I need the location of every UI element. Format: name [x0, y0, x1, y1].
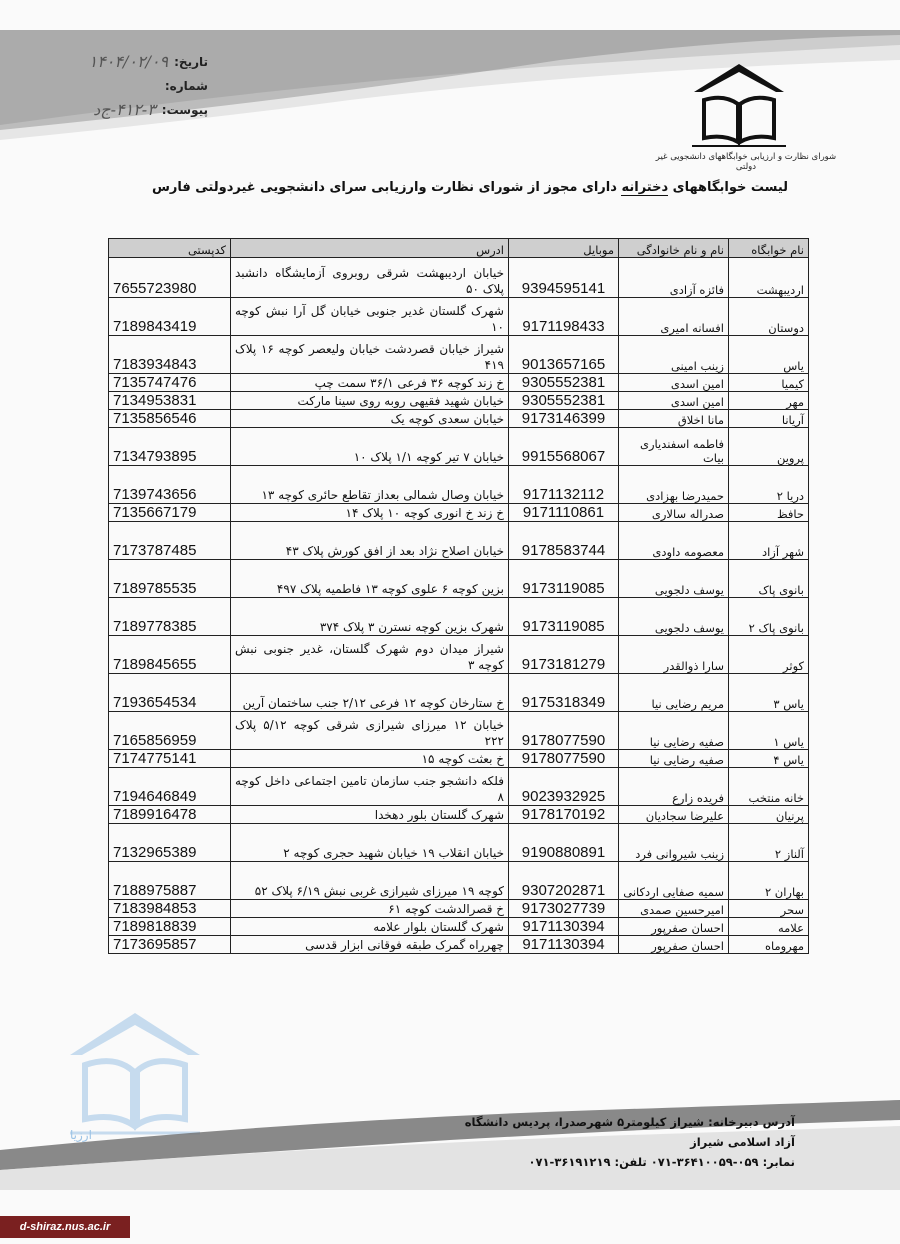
cell-dorm-name: یاس ۱: [729, 712, 809, 750]
cell-dorm-name: یاس ۴: [729, 750, 809, 768]
col-header-name: نام خوابگاه: [729, 239, 809, 258]
cell-dorm-name: مهروماه: [729, 936, 809, 954]
cell-address: خیابان انقلاب ۱۹ خیابان شهید حجری کوچه ۲: [231, 824, 509, 862]
attachment-value: ۴۱۲-۳-ج‌د: [93, 100, 156, 119]
cell-mobile: 9305552381: [509, 374, 619, 392]
cell-mobile: 9915568067: [509, 428, 619, 466]
cell-owner: مریم رضایی نیا: [619, 674, 729, 712]
number-row: [28, 74, 208, 98]
cell-postal: 7135856546: [109, 410, 231, 428]
cell-address: خیابان اصلاح نژاد بعد از افق کورش پلاک ۴۳: [231, 522, 509, 560]
cell-owner: صفیه رضایی نیا: [619, 712, 729, 750]
table-row: [109, 560, 809, 598]
cell-postal: 7174775141: [109, 750, 231, 768]
cell-owner: فائزه آزادی: [619, 258, 729, 298]
cell-postal: 7132965389: [109, 824, 231, 862]
col-header-mobile: موبایل: [509, 239, 619, 258]
cell-owner: زینب شیروانی فرد: [619, 824, 729, 862]
site-badge[interactable]: d-shiraz.nus.ac.ir: [0, 1216, 130, 1238]
cell-dorm-name: آلناز ۲: [729, 824, 809, 862]
table-row: [109, 806, 809, 824]
footer-address: آدرس دبیرخانه: شیراز کیلومتر۵ شهرصدرا، پردیس دانشگاه آزاد اسلامی شیراز: [464, 1115, 795, 1149]
cell-dorm-name: علامه: [729, 918, 809, 936]
date-value: ۱۴۰۴/۰۲/۰۹: [88, 52, 169, 71]
table-row: [109, 428, 809, 466]
cell-mobile: 9173119085: [509, 560, 619, 598]
table-row: [109, 336, 809, 374]
cell-dorm-name: شهر آزاد: [729, 522, 809, 560]
date-label: تاریخ:: [174, 55, 208, 69]
date-row: [28, 50, 208, 74]
footer-phone: نمابر: ۰۵۹-۳۶۴۱۰۰۵۹-۰۷۱ تلفن: ۳۶۱۹۱۲۱۹-۰۷۱: [528, 1155, 795, 1169]
title-emphasis: دخترانه: [621, 180, 669, 195]
cell-owner: امیرحسین صمدی: [619, 900, 729, 918]
cell-mobile: 9175318349: [509, 674, 619, 712]
document-title: [140, 180, 800, 195]
cell-address: فلکه دانشجو جنب سازمان تامین اجتماعی داخل کوچه ۸: [231, 768, 509, 806]
cell-address: خیابان ۱۲ میرزای شیرازی شرقی کوچه ۵/۱۲ پلاک ۲۲۲: [231, 712, 509, 750]
cell-owner: یوسف دلجویی: [619, 598, 729, 636]
cell-owner: افسانه امیری: [619, 298, 729, 336]
table-row: [109, 598, 809, 636]
cell-mobile: 9307202871: [509, 862, 619, 900]
table-row: [109, 936, 809, 954]
table-row: [109, 824, 809, 862]
cell-address: شهرک بزین کوچه نسترن ۳ پلاک ۳۷۴: [231, 598, 509, 636]
letter-meta: [28, 50, 208, 122]
cell-postal: 7139743656: [109, 466, 231, 504]
table-row: [109, 258, 809, 298]
cell-mobile: 9171132112: [509, 466, 619, 504]
cell-mobile: 9171130394: [509, 936, 619, 954]
cell-postal: 7183984853: [109, 900, 231, 918]
table-row: [109, 712, 809, 750]
cell-postal: 7134793895: [109, 428, 231, 466]
cell-dorm-name: کیمیا: [729, 374, 809, 392]
table-row: [109, 298, 809, 336]
watermark-text: ارزیا: [70, 1128, 92, 1142]
table-row: [109, 522, 809, 560]
cell-mobile: 9178077590: [509, 712, 619, 750]
cell-owner: امین اسدی: [619, 374, 729, 392]
cell-address: بزین کوچه ۶ علوی کوچه ۱۳ فاطمیه پلاک ۴۹۷: [231, 560, 509, 598]
table-row: [109, 466, 809, 504]
table-row: [109, 636, 809, 674]
cell-owner: معصومه داودی: [619, 522, 729, 560]
cell-postal: 7188975887: [109, 862, 231, 900]
cell-owner: علیرضا سجادیان: [619, 806, 729, 824]
cell-postal: 7173695857: [109, 936, 231, 954]
cell-postal: 7189818839: [109, 918, 231, 936]
cell-address: خ قصرالدشت کوچه ۶۱: [231, 900, 509, 918]
cell-mobile: 9171110861: [509, 504, 619, 522]
title-prefix: لیست خوابگاههای: [672, 180, 789, 195]
cell-mobile: 9394595141: [509, 258, 619, 298]
cell-address: خ بعثت کوچه ۱۵: [231, 750, 509, 768]
cell-address: چهرراه گمرک طبقه فوقانی ابزار قدسی: [231, 936, 509, 954]
cell-dorm-name: اردیبهشت: [729, 258, 809, 298]
cell-mobile: 9190880891: [509, 824, 619, 862]
cell-mobile: 9173119085: [509, 598, 619, 636]
cell-owner: مانا اخلاق: [619, 410, 729, 428]
cell-postal: 7173787485: [109, 522, 231, 560]
table-row: [109, 504, 809, 522]
table-row: [109, 750, 809, 768]
cell-address: خ زند کوچه ۳۶ فرعی ۳۶/۱ سمت چپ: [231, 374, 509, 392]
cell-dorm-name: دوستان: [729, 298, 809, 336]
cell-owner: احسان صفرپور: [619, 936, 729, 954]
cell-address: خیابان ۷ تیر کوچه ۱/۱ پلاک ۱۰: [231, 428, 509, 466]
cell-mobile: 9305552381: [509, 392, 619, 410]
cell-owner: یوسف دلجویی: [619, 560, 729, 598]
cell-owner: احسان صفرپور: [619, 918, 729, 936]
col-header-address: ادرس: [231, 239, 509, 258]
col-header-postal: کدپستی: [109, 239, 231, 258]
cell-postal: 7135667179: [109, 504, 231, 522]
cell-postal: 7189845655: [109, 636, 231, 674]
attachment-row: [28, 98, 208, 122]
table-row: [109, 674, 809, 712]
cell-mobile: 9171130394: [509, 918, 619, 936]
cell-postal: 7189785535: [109, 560, 231, 598]
cell-postal: 7165856959: [109, 712, 231, 750]
cell-owner: سمیه صفایی اردکانی: [619, 862, 729, 900]
cell-owner: صدراله سالاری: [619, 504, 729, 522]
number-label: شماره:: [164, 79, 208, 93]
table-body: [109, 258, 809, 954]
cell-address: شهرک گلستان بلوار علامه: [231, 918, 509, 936]
table-row: [109, 900, 809, 918]
cell-address: شیراز خیابان قصردشت خیابان ولیعصر کوچه ۱۶ پلاک ۴۱۹: [231, 336, 509, 374]
cell-dorm-name: خانه منتخب: [729, 768, 809, 806]
cell-mobile: 9013657165: [509, 336, 619, 374]
cell-owner: فاطمه اسفندیاری بیات: [619, 428, 729, 466]
cell-dorm-name: حافظ: [729, 504, 809, 522]
cell-mobile: 9171198433: [509, 298, 619, 336]
cell-dorm-name: سحر: [729, 900, 809, 918]
attachment-label: پیوست:: [161, 103, 208, 117]
cell-mobile: 9178583744: [509, 522, 619, 560]
cell-owner: فریده زارع: [619, 768, 729, 806]
cell-mobile: 9173146399: [509, 410, 619, 428]
table-header-row: [109, 239, 809, 258]
cell-postal: 7135747476: [109, 374, 231, 392]
cell-postal: 7134953831: [109, 392, 231, 410]
cell-mobile: 9178170192: [509, 806, 619, 824]
cell-dorm-name: بانوی پاک ۲: [729, 598, 809, 636]
cell-address: خیابان اردیبهشت شرقی روبروی آزمایشگاه دانشبد پلاک ۵۰: [231, 258, 509, 298]
logo-caption: شورای نظارت و ارزیابی خوابگاههای دانشجویی غیر دولتی: [655, 152, 837, 172]
table-row: [109, 768, 809, 806]
cell-address: شهرک گلستان غدیر جنوبی خیابان گل آرا نبش کوچه ۱۰: [231, 298, 509, 336]
cell-dorm-name: پروین: [729, 428, 809, 466]
title-suffix: دارای مجوز از شورای نظارت وارزیابی سرای دانشجویی غیردولتی فارس: [151, 180, 617, 195]
cell-mobile: 9173181279: [509, 636, 619, 674]
dormitory-table: [108, 238, 809, 954]
cell-dorm-name: یاس: [729, 336, 809, 374]
cell-address: شیراز میدان دوم شهرک گلستان، غدیر جنوبی نبش کوچه ۳: [231, 636, 509, 674]
cell-dorm-name: بهاران ۲: [729, 862, 809, 900]
cell-address: خ ستارخان کوچه ۱۲ فرعی ۲/۱۲ جنب ساختمان آرین: [231, 674, 509, 712]
cell-postal: 7183934843: [109, 336, 231, 374]
table-row: [109, 410, 809, 428]
council-logo-icon: [684, 60, 794, 150]
cell-address: خیابان سعدی کوچه یک: [231, 410, 509, 428]
cell-mobile: 9178077590: [509, 750, 619, 768]
cell-address: کوچه ۱۹ میرزای شیرازی غربی نبش ۶/۱۹ پلاک ۵۲: [231, 862, 509, 900]
cell-dorm-name: یاس ۳: [729, 674, 809, 712]
cell-mobile: 9173027739: [509, 900, 619, 918]
cell-mobile: 9023932925: [509, 768, 619, 806]
cell-postal: 7194646849: [109, 768, 231, 806]
table-row: [109, 918, 809, 936]
cell-dorm-name: بانوی پاک: [729, 560, 809, 598]
cell-address: خ زند خ انوری کوچه ۱۰ پلاک ۱۴: [231, 504, 509, 522]
cell-dorm-name: آریانا: [729, 410, 809, 428]
cell-address: شهرک گلستان بلور دهخدا: [231, 806, 509, 824]
cell-postal: 7189916478: [109, 806, 231, 824]
cell-address: خیابان شهید فقیهی روبه روی سینا مارکت: [231, 392, 509, 410]
table-row: [109, 374, 809, 392]
cell-dorm-name: پرنیان: [729, 806, 809, 824]
cell-owner: حمیدرضا بهزادی: [619, 466, 729, 504]
cell-postal: 7189778385: [109, 598, 231, 636]
cell-address: خیابان وصال شمالی بعداز تقاطع حائری کوچه ۱۳: [231, 466, 509, 504]
table-row: [109, 862, 809, 900]
cell-owner: زینب امینی: [619, 336, 729, 374]
cell-postal: 7193654534: [109, 674, 231, 712]
cell-postal: 7655723980: [109, 258, 231, 298]
footer-contact: [455, 1112, 795, 1172]
cell-owner: امین اسدی: [619, 392, 729, 410]
cell-owner: سارا ذوالقدر: [619, 636, 729, 674]
cell-owner: صفیه رضایی نیا: [619, 750, 729, 768]
col-header-owner: نام و نام خانوادگی: [619, 239, 729, 258]
cell-dorm-name: دریا ۲: [729, 466, 809, 504]
cell-dorm-name: مهر: [729, 392, 809, 410]
table-row: [109, 392, 809, 410]
cell-dorm-name: کوثر: [729, 636, 809, 674]
cell-postal: 7189843419: [109, 298, 231, 336]
